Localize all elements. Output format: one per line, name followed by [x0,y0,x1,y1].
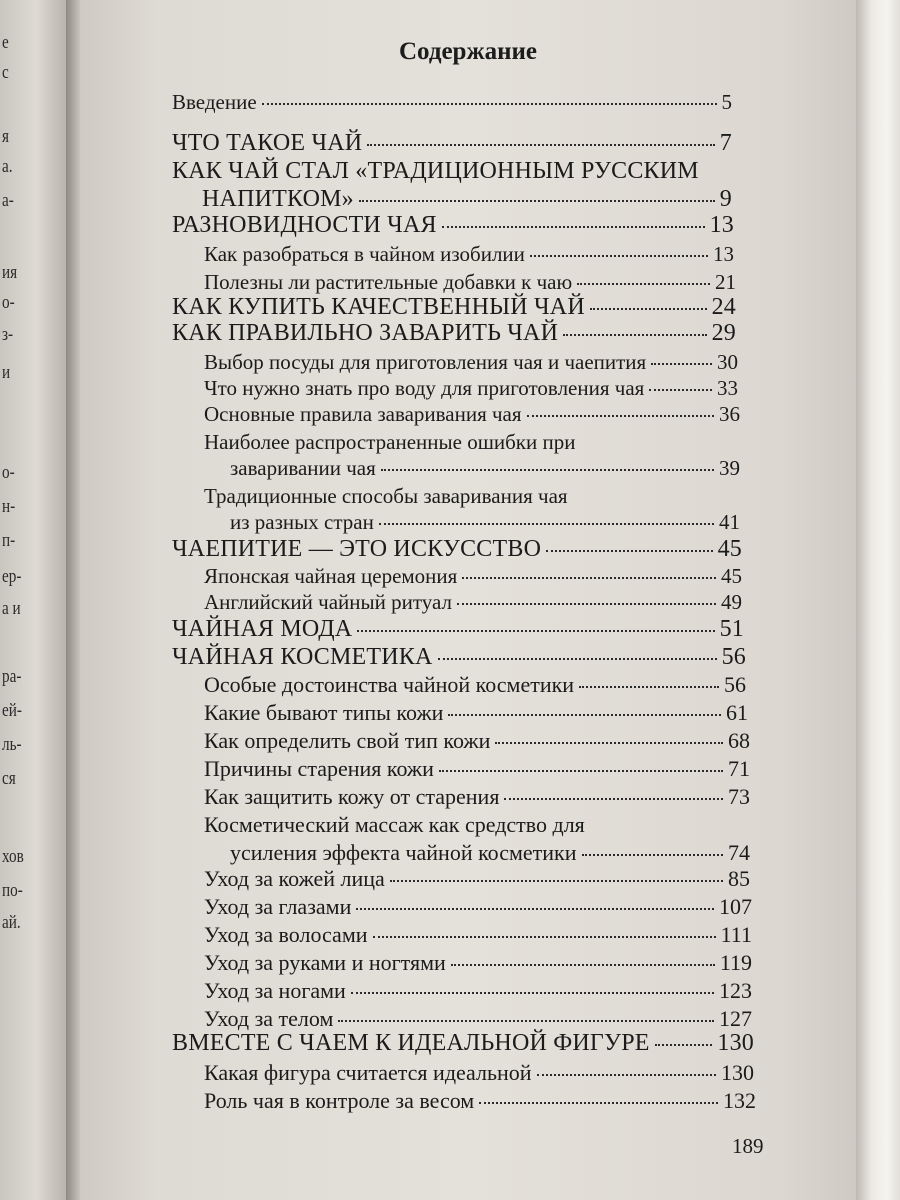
dot-leader [351,992,714,994]
toc-entry-page: 71 [728,756,750,781]
toc-entry-continuation: заваривании чая [230,456,376,480]
toc-entry-page: 39 [719,456,740,480]
book-gutter [66,0,80,1200]
toc-entry-page: 9 [719,186,732,212]
page-title: Содержание [398,38,537,65]
dot-leader [655,1044,713,1046]
toc-entry-page: 33 [717,376,738,400]
toc-entry-title: Введение [172,90,257,114]
toc-entry [204,922,752,948]
toc-entry-page: 61 [726,700,748,725]
toc-entry-page: 30 [717,350,738,374]
dot-leader [546,550,712,552]
toc-entry [230,456,740,481]
toc-entry [172,294,736,321]
toc-entry [172,212,734,239]
toc-entry [172,616,744,643]
toc-entry-title: Уход за руками и ногтями [204,950,446,975]
facing-page-fragment: п- [2,530,16,551]
toc-entry [204,784,750,810]
toc-entry-page: 107 [719,894,752,919]
toc-entry-title: ЧТО ТАКОЕ ЧАЙ [172,130,363,156]
toc-entry-page: 119 [719,950,752,975]
toc-entry-title: Наиболее распространенные ошибки при [204,430,576,454]
toc-entry [204,1088,756,1114]
toc-entry [172,536,742,563]
dot-leader [438,658,717,660]
toc-entry-title: КАК ПРАВИЛЬНО ЗАВАРИТЬ ЧАЙ [172,320,559,346]
toc-entry [204,270,736,295]
toc-entry [204,866,750,892]
dot-leader [577,283,710,285]
toc-entry-title: Традиционные способы заваривания чая [204,484,568,508]
dot-leader [504,798,723,800]
dot-leader [651,363,712,365]
dot-leader [379,523,714,525]
toc-entry-page: 36 [719,402,740,426]
dot-leader [495,742,723,744]
toc-entry [202,186,732,213]
toc-entry [204,978,752,1004]
toc-entry-title: Уход за ногами [204,978,346,1003]
dot-leader [462,577,716,579]
toc-entry-title: Особые достоинства чайной косметики [204,672,575,697]
contents-page [80,0,856,1200]
toc-entry [204,242,734,267]
toc-entry-page: 111 [720,922,752,947]
toc-entry-title: ЧАЕПИТИЕ — ЭТО ИСКУССТВО [172,536,542,562]
toc-entry-page: 56 [724,672,746,697]
toc-entry [172,130,732,157]
toc-entry [204,728,750,754]
toc-entry-title: Уход за волосами [204,922,368,947]
toc-entry-page: 132 [723,1088,756,1113]
dot-leader [381,469,714,471]
facing-page-fragment: ер- [2,566,22,587]
toc-entry-page: 5 [721,90,732,114]
dot-leader [527,415,714,417]
toc-entry [204,590,742,615]
toc-entry-page: 49 [721,590,742,614]
toc-entry-title: Полезны ли растительные добавки к чаю [204,270,573,294]
toc-entry-title: Японская чайная церемония [204,564,458,588]
facing-page-fragment: а- [2,190,14,211]
toc-entry-title: Роль чая в контроле за весом [204,1088,475,1113]
toc-entry-title: Уход за кожей лица [204,866,385,891]
page-stack-edge [856,0,900,1200]
toc-entry [204,756,750,782]
toc-entry-title: ЧАЙНАЯ МОДА [172,616,353,642]
toc-entry-page: 68 [728,728,750,753]
toc-entry-title: Какие бывают типы кожи [204,700,444,725]
toc-entry-title: Уход за глазами [204,894,352,919]
facing-page-fragment: а и [2,598,21,619]
facing-page-fragment: о- [2,292,15,313]
toc-entry-title: Какая фигура считается идеальной [204,1060,532,1085]
toc-entry-title: Выбор посуды для приготовления чая и чаепития [204,350,647,374]
dot-leader [439,770,723,772]
toc-entry-page: 74 [728,840,750,865]
facing-page-fragment: хов [2,846,24,867]
dot-leader [262,103,717,105]
toc-entry-page: 51 [719,616,744,642]
facing-page-fragment: ай. [2,912,21,933]
toc-entry-page: 130 [721,1060,754,1085]
dot-leader [373,936,716,938]
facing-page-fragment: н- [2,496,16,517]
dot-leader [359,200,715,202]
dot-leader [590,308,707,310]
toc-entry [230,840,750,866]
toc-entry-title: Косметический массаж как средство для [204,812,585,837]
toc-entry-title: Причины старения кожи [204,756,434,781]
page-number: 189 [732,1134,764,1158]
toc-entry-title: Как защитить кожу от старения [204,784,500,809]
dot-leader [457,603,716,605]
toc-entry [204,564,742,589]
toc-entry [204,950,752,976]
toc-entry-page: 41 [719,510,740,534]
toc-entry-title: РАЗНОВИДНОСТИ ЧАЯ [172,212,437,238]
dot-leader [530,255,708,257]
facing-page-fragment: о- [2,462,15,483]
toc-entry [172,644,746,671]
toc-entry [204,672,746,698]
facing-page-fragment: по- [2,880,23,901]
facing-page-fragment: е [2,32,9,53]
dot-leader [356,908,714,910]
toc-entry-continuation: НАПИТКОМ» [202,186,354,212]
toc-entry-page: 45 [717,536,742,562]
dot-leader [582,854,723,856]
facing-page-fragment: ей- [2,700,22,721]
toc-entry-page: 13 [709,212,734,238]
facing-page-fragment: ия [2,262,18,283]
facing-page-fragment: ра- [2,666,22,687]
toc-entry [204,1006,752,1032]
toc-entry-page: 56 [721,644,746,670]
dot-leader [479,1102,718,1104]
toc-entry-title: ЧАЙНАЯ КОСМЕТИКА [172,644,433,670]
facing-page-fragment: з- [2,324,14,345]
toc-entry-page: 130 [717,1030,754,1056]
toc-entry [204,1060,754,1086]
facing-page-edge [0,0,66,1200]
toc-entry-title: Уход за телом [204,1006,334,1031]
dot-leader [537,1074,716,1076]
dot-leader [367,144,714,146]
toc-entry [204,376,738,401]
facing-page-fragment: ся [2,768,16,789]
toc-entry-title: КАК ЧАЙ СТАЛ «ТРАДИЦИОННЫМ РУССКИМ [172,158,699,184]
toc-entry [204,350,738,375]
dot-leader [390,880,723,882]
toc-entry-page: 13 [713,242,734,266]
toc-entry [204,894,752,920]
dot-leader [579,686,719,688]
toc-entry-title: ВМЕСТЕ С ЧАЕМ К ИДЕАЛЬНОЙ ФИГУРЕ [172,1030,650,1056]
toc-entry-title: Как разобраться в чайном изобилии [204,242,525,266]
toc-entry-title: КАК КУПИТЬ КАЧЕСТВЕННЫЙ ЧАЙ [172,294,585,320]
toc-entry-page: 7 [719,130,732,156]
toc-entry-page: 24 [711,294,736,320]
toc-entry [204,700,748,726]
dot-leader [448,714,721,716]
facing-page-fragment: и [2,362,11,383]
toc-entry-title: Как определить свой тип кожи [204,728,491,753]
toc-entry-page: 29 [711,320,736,346]
toc-entry-title: Английский чайный ритуал [204,590,452,614]
toc-entry-page: 85 [728,866,750,891]
facing-page-fragment: я [2,126,9,147]
toc-entry [172,1030,754,1057]
toc-entry-page: 127 [719,1006,752,1031]
toc-entry [204,402,740,427]
toc-entry-continuation: из разных стран [230,510,374,534]
toc-entry-page: 45 [721,564,742,588]
facing-page-fragment: ль- [2,734,22,755]
dot-leader [338,1020,714,1022]
toc-entry-title: Что нужно знать про воду для приготовления чая [204,376,645,400]
toc-entry-continuation: усиления эффекта чайной косметики [230,840,577,865]
dot-leader [451,964,715,966]
toc-entry [172,90,732,115]
toc-entry-page: 123 [719,978,752,1003]
dot-leader [563,334,706,336]
dot-leader [357,630,714,632]
toc-entry [172,320,736,347]
toc-entry-page: 73 [728,784,750,809]
dot-leader [649,389,712,391]
toc-entry [230,510,740,535]
facing-page-fragment: а. [2,156,13,177]
toc-entry-page: 21 [715,270,736,294]
toc-entry-title: Основные правила заваривания чая [204,402,522,426]
facing-page-fragment: с [2,62,9,83]
dot-leader [442,226,705,228]
